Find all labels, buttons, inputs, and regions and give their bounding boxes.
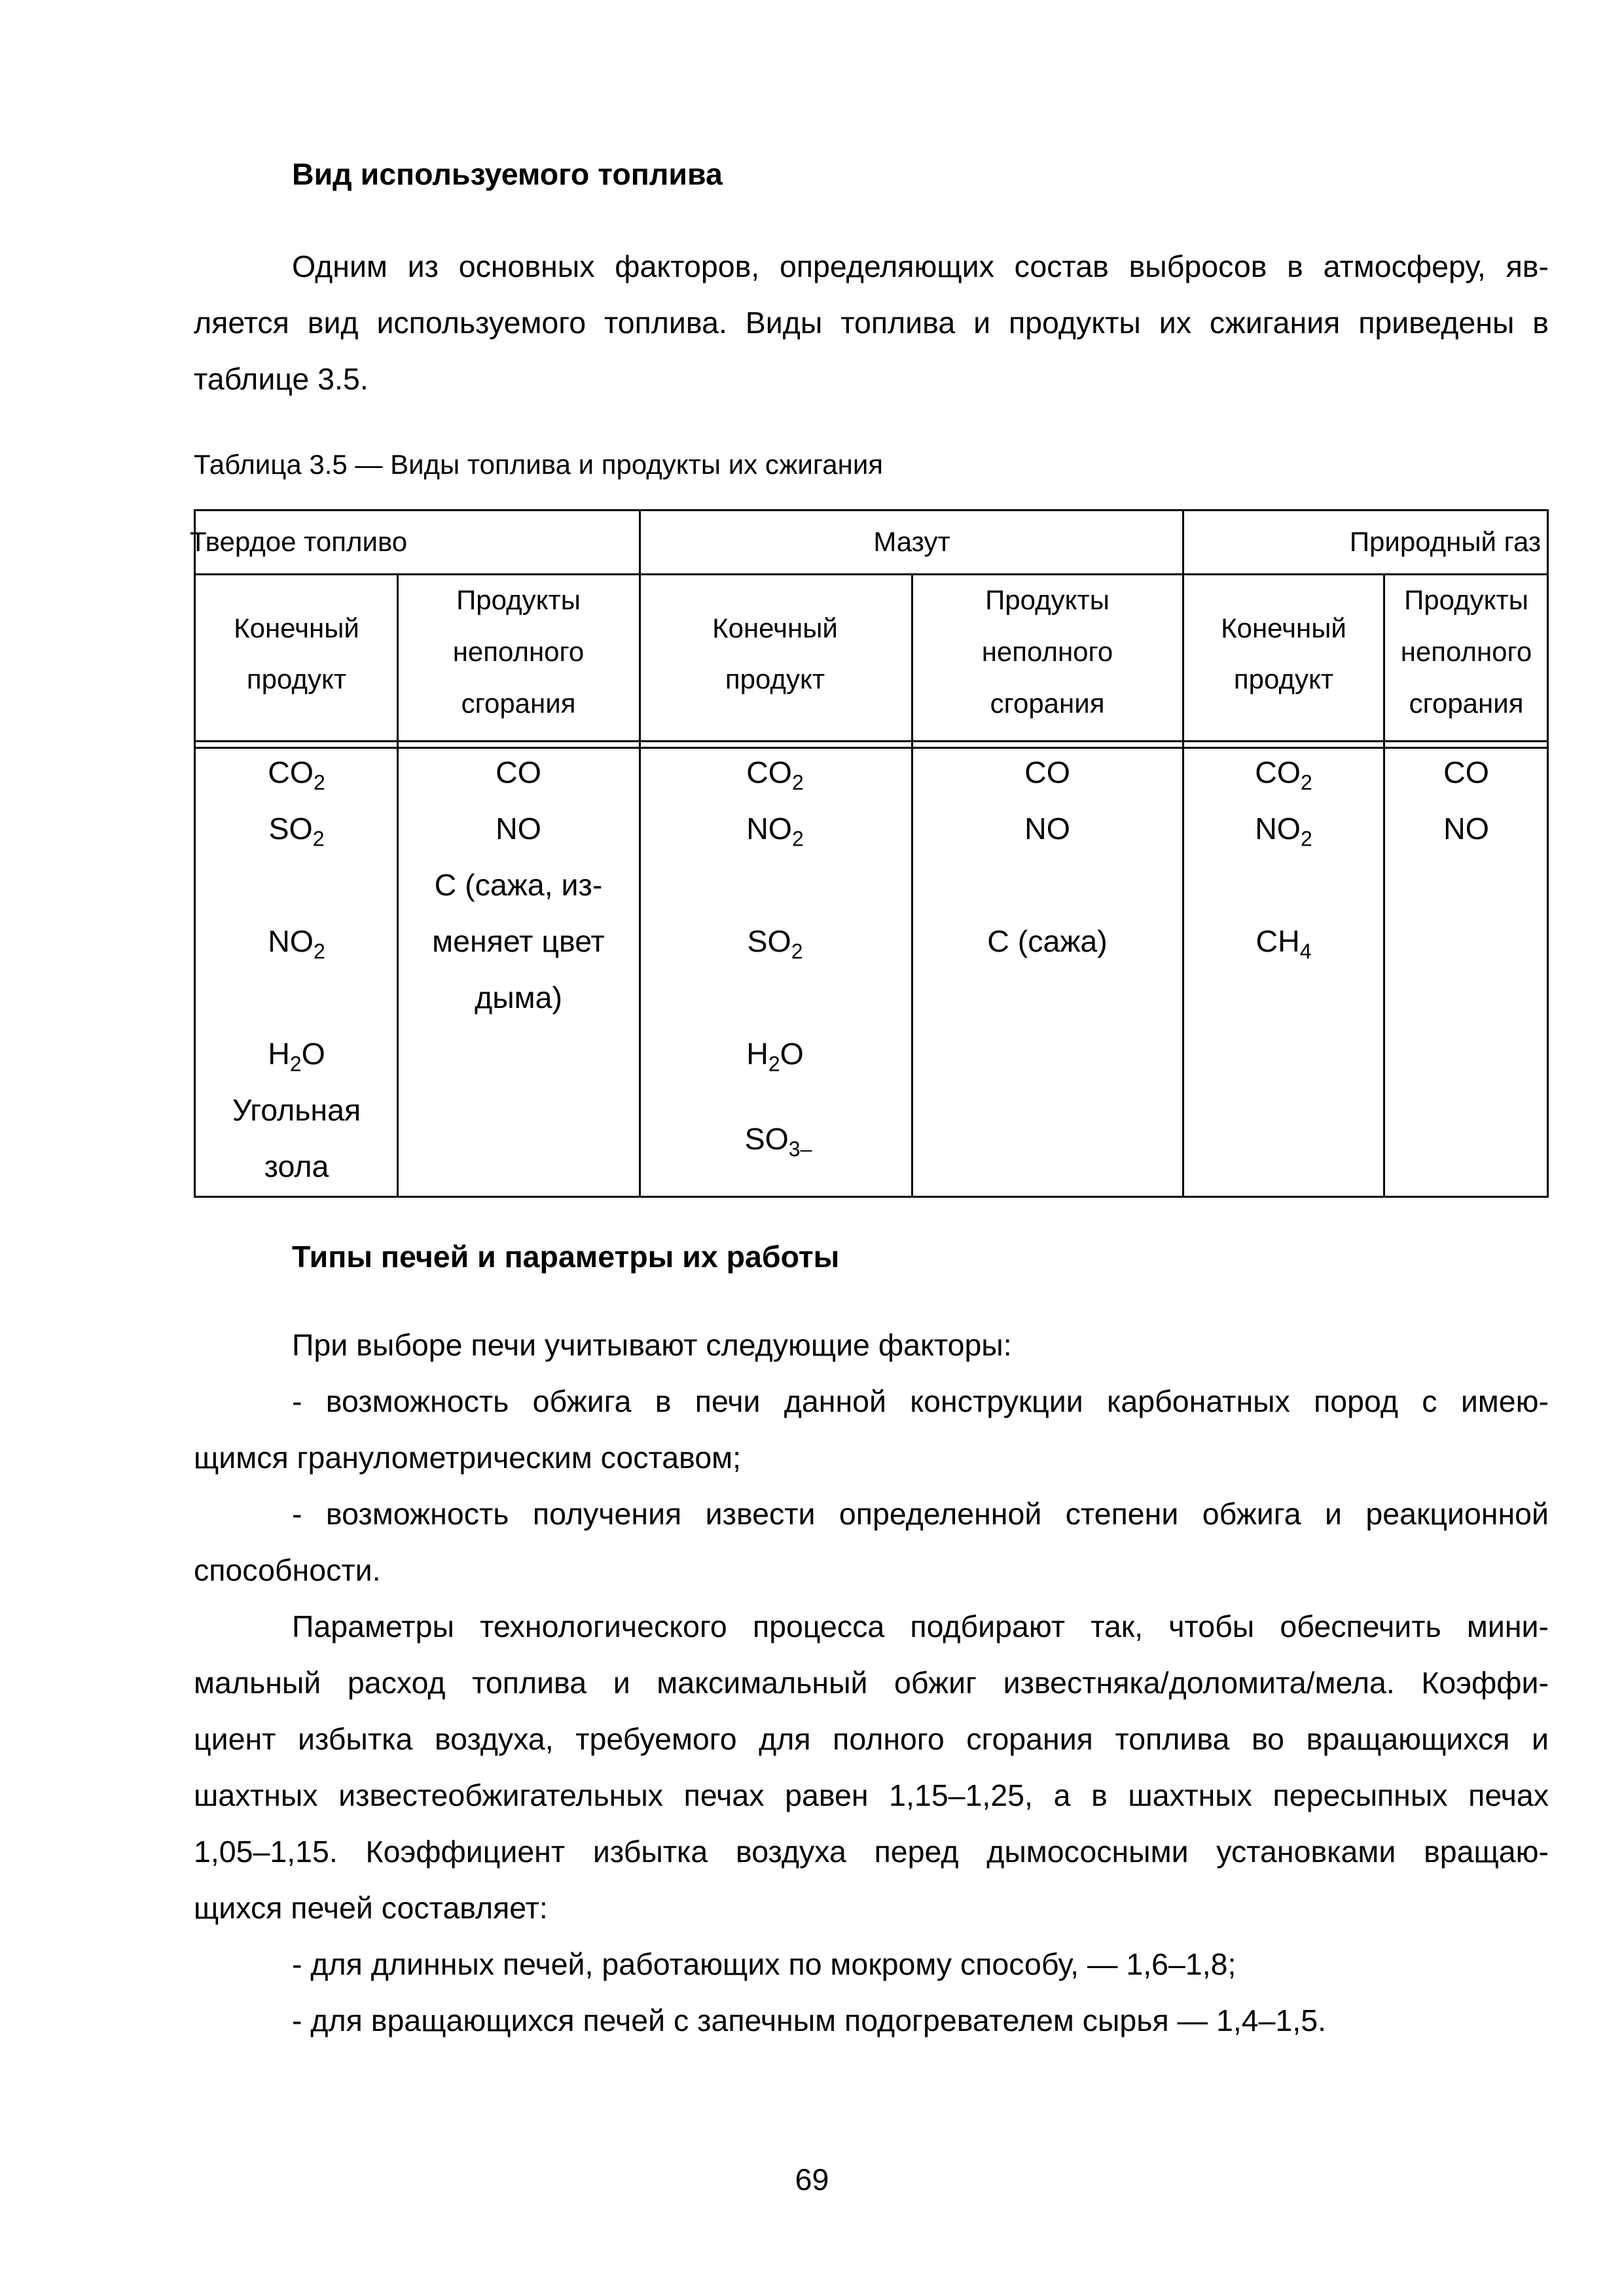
cell-value: зола (264, 1149, 329, 1183)
cell-value: CO (1024, 755, 1070, 789)
cell-value: CO (496, 755, 541, 789)
cell-value: $H_2O$ (746, 1037, 804, 1076)
table-column-divider (911, 573, 913, 1196)
cell-value: Угольная (232, 1093, 361, 1127)
list-item-line: - возможность получения извести определенной степени обжига и реакционной (292, 1497, 1549, 1531)
paragraph-line: ляется вид используемого топлива. Виды топлива и продукты их сжигания приведены в (194, 306, 1549, 340)
cell-value: $NO_2$ (1255, 812, 1312, 851)
paragraph-line: щихся печей составляет: (194, 1891, 548, 1925)
cell-value: $H_2O$ (268, 1037, 325, 1076)
subheader-incomplete: неполного (452, 636, 585, 667)
paragraph-line: При выборе печи учитывают следующие факторы: (292, 1328, 1012, 1362)
subheader-incomplete: сгорания (990, 688, 1105, 719)
cell-value: NO (1443, 812, 1489, 846)
section-heading-fuel-type: Вид используемого топлива (292, 157, 723, 191)
table-header-natural-gas: Природный газ (1349, 526, 1542, 557)
subheader-final-product: Конечный (234, 613, 359, 643)
subheader-final-product: продукт (246, 664, 347, 694)
cell-value: дыма) (475, 980, 562, 1014)
table-column-divider (1383, 573, 1385, 1196)
cell-value: $SO_2$ (268, 812, 325, 851)
fuel-products-table (189, 509, 1549, 1198)
paragraph-line: Параметры технологического процесса подбирают так, чтобы обеспечить мини- (292, 1609, 1549, 1643)
cell-value: $CH_4$ (1255, 924, 1312, 963)
table-column-divider (1182, 511, 1184, 1196)
subheader-incomplete: неполного (981, 636, 1113, 667)
table-header-mazut: Мазут (873, 526, 950, 557)
subheader-incomplete: сгорания (1409, 688, 1524, 719)
list-item-line: - для длинных печей, работающих по мокрому способу, — 1,6–1,8; (292, 1947, 1236, 1981)
paragraph-line: таблице 3.5. (194, 362, 369, 396)
subheader-final-product: продукт (725, 664, 825, 694)
subheader-final-product: продукт (1233, 664, 1334, 694)
cell-value: $CO_2$ (746, 755, 804, 795)
cell-value: NO (1024, 812, 1070, 846)
cell-value: NO (496, 812, 541, 846)
cell-value: $NO_2$ (268, 924, 325, 963)
cell-value: $SO_2$ (747, 924, 803, 963)
section-heading-kiln-types: Типы печей и параметры их работы (292, 1240, 840, 1274)
list-item-line: способности. (194, 1553, 381, 1587)
cell-value: C (сажа, из- (434, 868, 603, 902)
paragraph-line: шахтных известеобжигательных печах равен 1,15–1,25, а в шахтных пересыпных печах (194, 1778, 1549, 1812)
cell-value: CO (1443, 755, 1489, 789)
table-caption: Таблица 3.5 — Виды топлива и продукты их сжигания (194, 449, 884, 480)
cell-value: $NO_2$ (746, 812, 804, 851)
paragraph-line: Одним из основных факторов, определяющих состав выбросов в атмосферу, яв- (292, 249, 1549, 283)
table-column-divider (397, 573, 399, 1196)
subheader-incomplete: сгорания (461, 688, 576, 719)
subheader-final-product: Конечный (712, 613, 838, 643)
subheader-incomplete: Продукты (1404, 584, 1528, 615)
subheader-incomplete: неполного (1400, 636, 1532, 667)
cell-value: меняет цвет (432, 924, 605, 958)
subheader-incomplete: Продукты (456, 584, 581, 615)
cell-value: $CO_2$ (268, 755, 325, 795)
cell-value: $SO_{3-}$ (744, 1122, 812, 1161)
cell-value: C (сажа) (987, 924, 1108, 958)
list-item-line: - возможность обжига в печи данной конструкции карбонатных пород с имею- (292, 1384, 1549, 1418)
list-item-line: - для вращающихся печей с запечным подогревателем сырья — 1,4–1,5. (292, 2003, 1327, 2037)
paragraph-line: 1,05–1,15. Коэффициент избытка воздуха перед дымососными установками вращаю- (194, 1835, 1549, 1869)
paragraph-line: циент избытка воздуха, требуемого для полного сгорания топлива во вращающихся и (194, 1722, 1549, 1756)
page-number: 69 (795, 2162, 829, 2197)
subheader-incomplete: Продукты (985, 584, 1110, 615)
table-header-solid-fuel: Твердое топливо (189, 526, 408, 557)
paragraph-line: мальный расход топлива и максимальный обжиг известняка/доломита/мела. Коэффи- (194, 1666, 1549, 1700)
table-column-divider (639, 511, 641, 1196)
list-item-line: щимся гранулометрическим составом; (194, 1441, 742, 1475)
subheader-final-product: Конечный (1221, 613, 1346, 643)
cell-value: $CO_2$ (1255, 755, 1312, 795)
